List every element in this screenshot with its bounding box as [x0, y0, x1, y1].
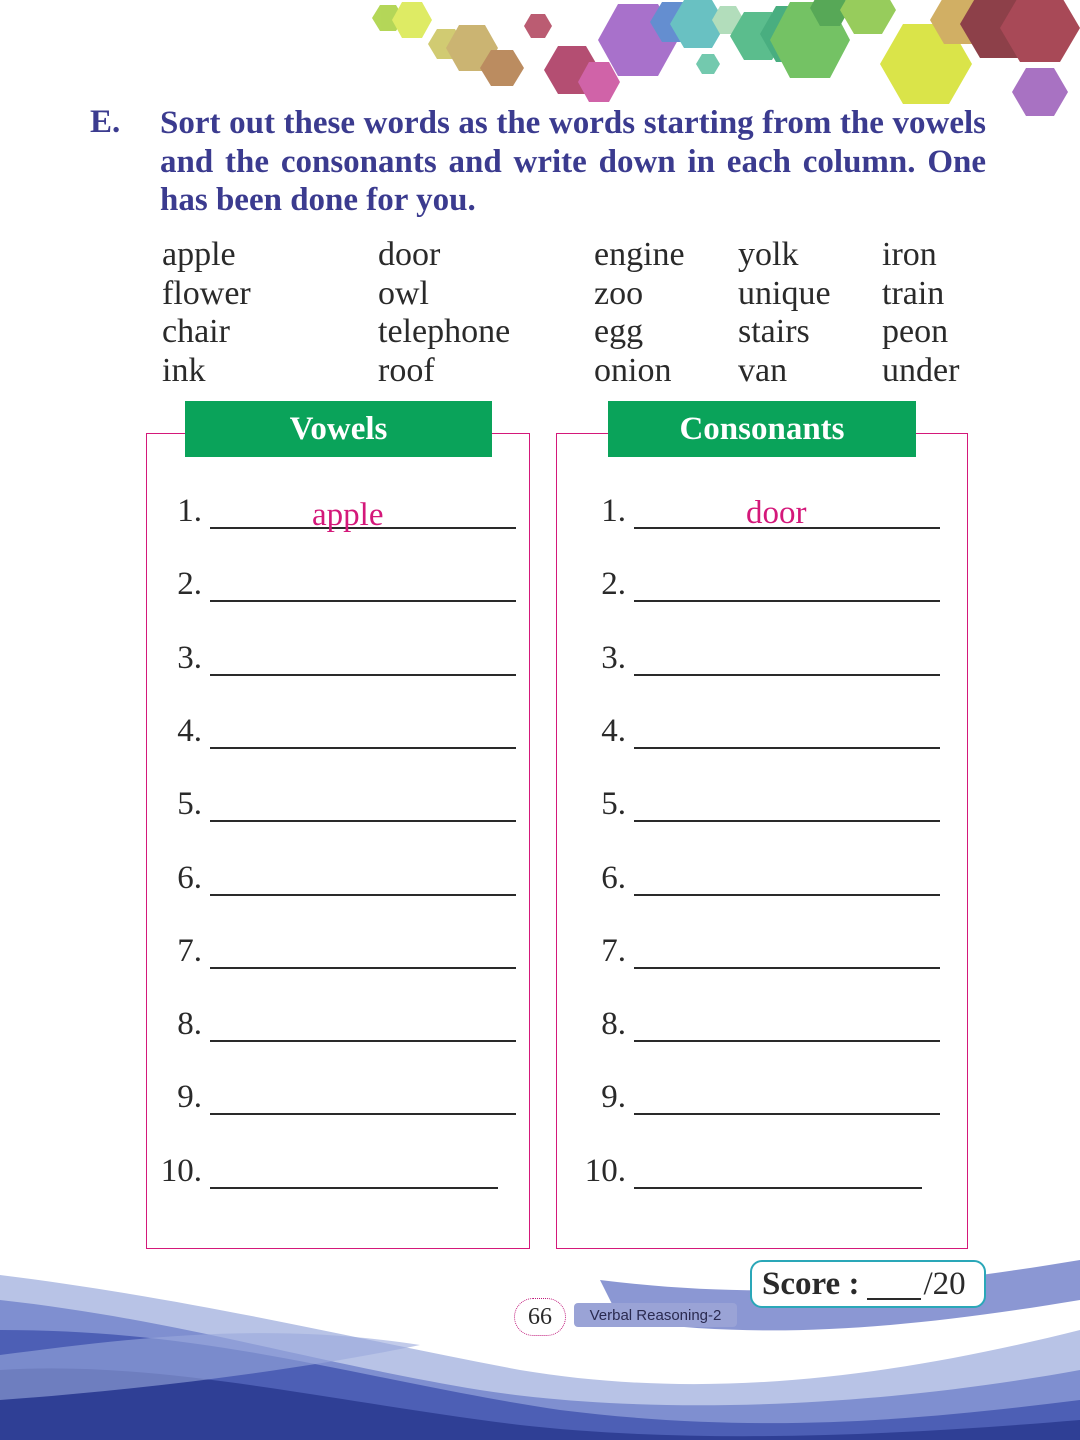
- consonants-answer-row: [0, 713, 1080, 753]
- word-item: engine: [594, 236, 685, 273]
- word-item: door: [378, 236, 441, 273]
- row-number: 7.: [601, 932, 626, 969]
- word-item: van: [738, 351, 788, 389]
- score-blank[interactable]: [867, 1268, 921, 1300]
- row-number: 5.: [177, 786, 202, 823]
- row-number: 1.: [177, 493, 202, 529]
- score-label: Score :: [762, 1265, 860, 1302]
- vowels-example-answer: apple: [312, 497, 384, 533]
- consonants-answer-row: [0, 860, 1080, 900]
- answer-blank[interactable]: [634, 967, 940, 969]
- consonants-answer-row: [0, 1153, 1080, 1193]
- consonants-answer-row: [0, 493, 1080, 533]
- word-item: yolk: [738, 236, 799, 273]
- row-number: 4.: [601, 712, 626, 749]
- row-number: 4.: [177, 712, 202, 749]
- word-item: owl: [378, 274, 429, 312]
- row-number: 7.: [177, 932, 202, 969]
- question-letter: E.: [90, 104, 121, 140]
- answer-blank[interactable]: [634, 894, 940, 896]
- word-item: unique: [738, 274, 831, 312]
- row-number: 10.: [160, 1152, 202, 1189]
- vowels-header: Vowels: [185, 401, 492, 457]
- answer-blank[interactable]: [634, 1113, 940, 1115]
- word-item: flower: [162, 274, 251, 312]
- word-item: roof: [378, 351, 435, 389]
- word-item: onion: [594, 351, 672, 389]
- row-number: 8.: [601, 1006, 626, 1043]
- row-number: 3.: [601, 639, 626, 676]
- consonants-answer-row: [0, 640, 1080, 680]
- consonants-header: Consonants: [608, 401, 916, 457]
- word-item: under: [882, 351, 960, 389]
- row-number: 10.: [584, 1152, 626, 1189]
- score-total: /20: [923, 1265, 966, 1302]
- word-item: iron: [882, 236, 937, 273]
- row-number: 2.: [601, 566, 626, 603]
- answer-blank[interactable]: [634, 820, 940, 822]
- row-number: 3.: [177, 639, 202, 676]
- consonants-answer-row: [0, 566, 1080, 606]
- word-item: stairs: [738, 313, 810, 350]
- word-item: zoo: [594, 274, 644, 312]
- word-bank: [162, 236, 1002, 392]
- word-item: ink: [162, 351, 206, 389]
- row-number: 1.: [601, 493, 626, 529]
- row-number: 9.: [177, 1079, 202, 1116]
- consonants-answer-row: [0, 1079, 1080, 1119]
- answer-blank[interactable]: [634, 674, 940, 676]
- consonants-example-answer: door: [746, 495, 807, 531]
- book-title: Verbal Reasoning-2: [574, 1303, 737, 1327]
- word-item: apple: [162, 236, 236, 273]
- score-box: [750, 1260, 986, 1308]
- word-item: chair: [162, 313, 230, 350]
- row-number: 2.: [177, 566, 202, 603]
- consonants-answer-row: [0, 786, 1080, 826]
- consonants-answer-row: [0, 933, 1080, 973]
- word-item: peon: [882, 313, 949, 350]
- consonants-panel: [556, 433, 968, 1249]
- consonants-answer-row: [0, 1006, 1080, 1046]
- row-number: 6.: [177, 859, 202, 896]
- answer-blank[interactable]: [634, 1187, 922, 1189]
- vowels-panel: [146, 433, 530, 1249]
- row-number: 5.: [601, 786, 626, 823]
- word-item: train: [882, 274, 945, 312]
- answer-blank[interactable]: [634, 1040, 940, 1042]
- answer-blank[interactable]: [634, 600, 940, 602]
- instruction-text: Sort out these words as the words starting from the vowels and the consonants and write down in each column. One has been done for you.: [160, 105, 986, 218]
- word-item: egg: [594, 313, 644, 350]
- row-number: 6.: [601, 859, 626, 896]
- answer-blank[interactable]: [634, 747, 940, 749]
- word-item: telephone: [378, 313, 511, 350]
- page-number: 66: [514, 1298, 566, 1336]
- row-number: 8.: [177, 1006, 202, 1043]
- row-number: 9.: [601, 1079, 626, 1116]
